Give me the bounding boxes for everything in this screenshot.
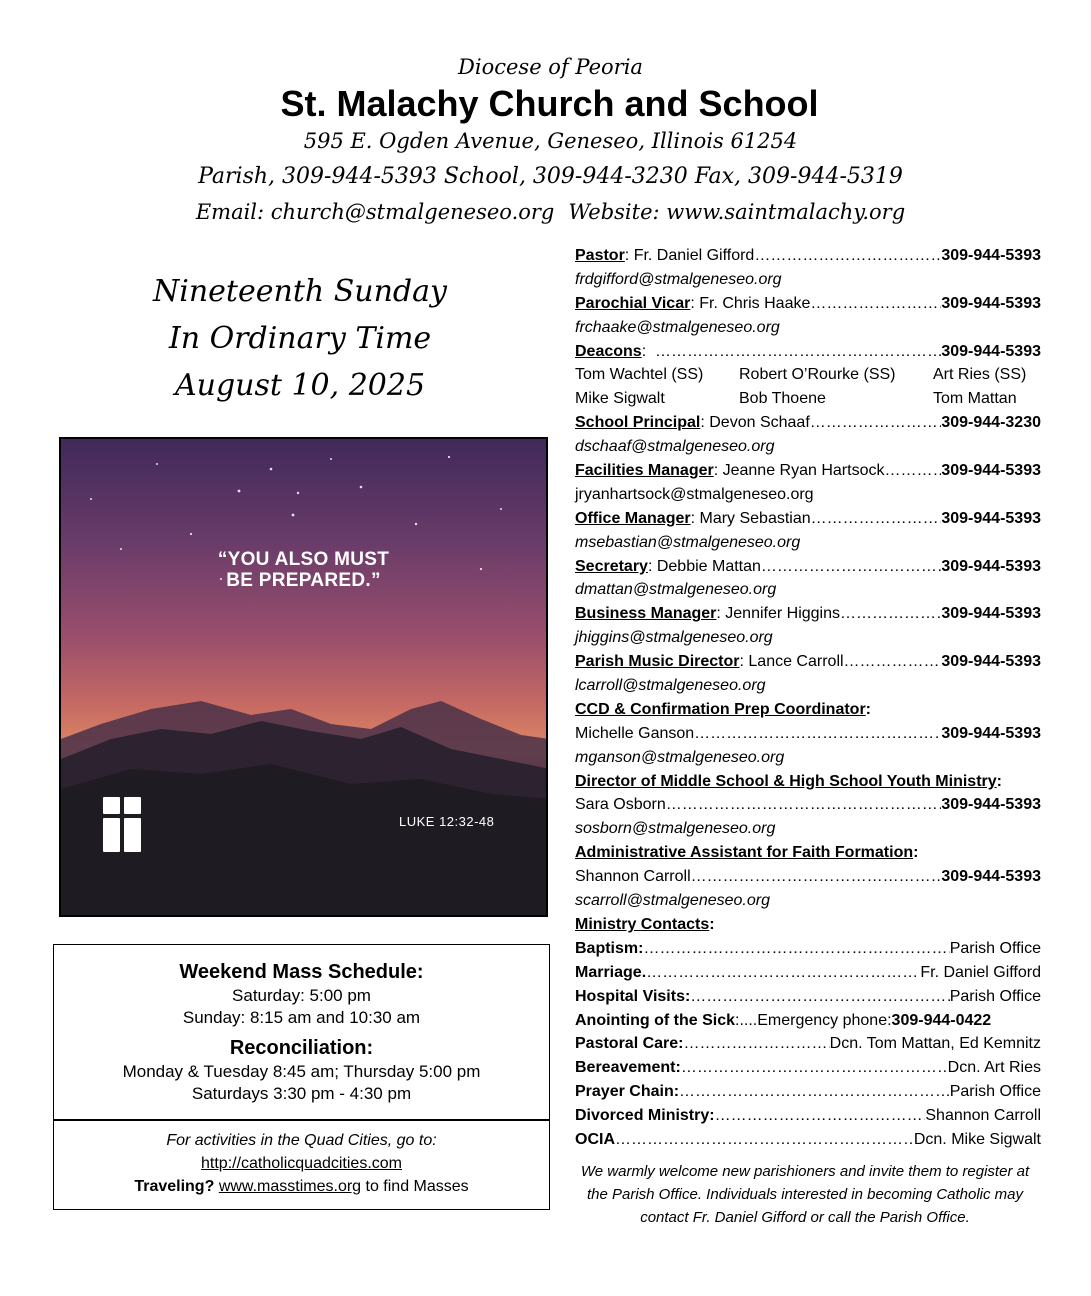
staff-label: Pastor — [575, 247, 625, 264]
staff-phone: 309-944-5393 — [941, 247, 1041, 264]
staff-phone: 309-944-5393 — [941, 509, 1041, 527]
staff-row-ccd — [575, 722, 1041, 746]
staff-phone: 309-944-5393 — [941, 724, 1041, 742]
reconciliation-weekday: Monday & Tuesday 8:45 am; Thursday 5:00 pm — [122, 1062, 481, 1081]
deacon-name: Art Ries (SS) — [933, 366, 1027, 384]
staff-phone: 309-944-5393 — [941, 342, 1041, 360]
ministry-contact: Dcn. Art Ries — [947, 1059, 1041, 1077]
staff-email[interactable]: frchaake@stmalgeneseo.org — [575, 318, 780, 336]
staff-name: : Jennifer Higgins — [716, 605, 841, 623]
staff-name: : Mary Sebastian — [690, 509, 811, 527]
staff-email[interactable]: sosborn@stmalgeneseo.org — [575, 820, 776, 838]
ministry-row — [575, 1032, 1041, 1056]
staff-label: CCD & Confirmation Prep Coordinator — [575, 700, 866, 718]
staff-directory — [575, 244, 1041, 1152]
deacon-name: Tom Wachtel (SS) — [575, 366, 704, 384]
staff-name: : Fr. Chris Haake — [690, 294, 811, 312]
liturgical-day — [60, 268, 540, 409]
staff-phone: 309-944-5393 — [941, 557, 1041, 575]
masstimes-link[interactable]: www.masstimes.org — [218, 1178, 362, 1195]
staff-name: Michelle Ganson — [575, 724, 695, 742]
deacon-name: Mike Sigwalt — [575, 390, 665, 408]
staff-label: Parish Music Director — [575, 653, 740, 671]
ministry-contact: Emergency phone: — [757, 1011, 892, 1029]
staff-row-faith — [575, 865, 1041, 889]
ministry-name: Anointing of the Sick — [575, 1011, 735, 1029]
staff-phone: 309-944-5393 — [941, 462, 1041, 480]
staff-row-music — [575, 650, 1041, 674]
church-address: 595 E. Ogden Avenue, Geneseo, Illinois 61254 — [303, 129, 798, 153]
staff-email[interactable]: lcarroll@stmalgeneseo.org — [575, 677, 766, 695]
deacon-name: Tom Mattan — [933, 390, 1017, 408]
staff-phone: 309-944-5393 — [941, 796, 1041, 814]
staff-label: Office Manager — [575, 509, 691, 527]
contact-line — [10, 194, 1091, 230]
reconciliation-heading: Reconciliation: — [229, 1037, 374, 1059]
staff-name: Sara Osborn — [575, 796, 666, 814]
staff-phone: 309-944-5393 — [941, 605, 1041, 623]
saturday-mass: Saturday: 5:00 pm — [232, 986, 371, 1005]
church-phones: Parish, 309-944-5393 School, 309-944-3230 Fax, 309-944-5319 — [198, 164, 903, 189]
staff-row-ccd-title: CCD & Confirmation Prep Coordinator: — [575, 700, 871, 718]
emergency-phone: 309-944-0422 — [891, 1011, 992, 1029]
liturgical-day-line1: Nineteenth Sunday — [153, 274, 447, 309]
staff-row-faith-title: Administrative Assistant for Faith Formation: — [575, 844, 919, 862]
sunday-mass: Sunday: 8:15 am and 10:30 am — [182, 1008, 421, 1027]
ministry-name: Marriage. — [575, 963, 647, 981]
staff-email[interactable]: mganson@stmalgeneseo.org — [575, 748, 785, 766]
scripture-reference: LUKE 12:32-48 — [399, 814, 495, 829]
staff-label: Parochial Vicar — [575, 294, 691, 312]
staff-label: Director of Middle School & High School Youth Ministry — [575, 772, 997, 790]
ministry-contacts-title: Ministry Contacts: — [575, 915, 715, 933]
reconciliation-saturday: Saturdays 3:30 pm - 4:30 pm — [191, 1084, 412, 1103]
staff-row-secretary — [575, 555, 1041, 579]
staff-name: : Devon Schaaf — [700, 414, 810, 432]
staff-row-youth — [575, 793, 1041, 817]
staff-label: Facilities Manager — [575, 462, 714, 480]
staff-phone: 309-944-5393 — [941, 868, 1041, 886]
ministry-row — [575, 1104, 1041, 1128]
staff-name: : Lance Carroll — [739, 653, 844, 671]
ministry-contact: Shannon Carroll — [925, 1107, 1041, 1125]
staff-email[interactable]: msebastian@stmalgeneseo.org — [575, 533, 801, 551]
ministry-contact: Parish Office — [949, 987, 1041, 1005]
deacons-row-1 — [575, 363, 1041, 387]
catholic-quad-cities-link[interactable]: http://catholicquadcities.com — [201, 1155, 402, 1172]
ministry-row — [575, 1080, 1041, 1104]
mass-schedule-box — [53, 944, 550, 1121]
staff-label: School Principal — [575, 414, 701, 432]
ministry-contact: Dcn. Tom Mattan, Ed Kemnitz — [829, 1035, 1041, 1053]
ministry-name: Bereavement: — [575, 1059, 681, 1077]
night-sky-landscape — [61, 439, 548, 917]
church-name: St. Malachy Church and School — [280, 83, 819, 124]
staff-row-youth-title: Director of Middle School & High School Youth Ministry: — [575, 772, 1002, 790]
traveling-line — [54, 1175, 549, 1198]
ministry-contact: Fr. Daniel Gifford — [920, 963, 1041, 981]
staff-row-business — [575, 602, 1041, 626]
masstimes-suffix: to find Masses — [365, 1178, 469, 1195]
staff-name: : Debbie Mattan — [647, 557, 761, 575]
cover-image — [59, 437, 548, 917]
staff-row-deacons: Deacons: …………………………………………………………………………………………………………………………… 309-944-5393 — [575, 340, 1041, 364]
church-email[interactable]: Email: church@stmalgeneseo.org — [195, 200, 555, 224]
ministry-row — [575, 1128, 1041, 1152]
staff-name: : Jeanne Ryan Hartsock — [713, 462, 885, 480]
ministry-contact: Parish Office — [949, 939, 1041, 957]
staff-label: Business Manager — [575, 605, 717, 623]
staff-email[interactable]: jhiggins@stmalgeneseo.org — [575, 629, 773, 647]
ministry-name: OCIA — [575, 1130, 615, 1148]
welcome-message: We warmly welcome new parishioners and invite them to register at the Parish Office. Individuals interested in becoming Catholic may contact Fr. Daniel Gifford or call the Parish Office. — [580, 1163, 1030, 1226]
bulletin-header — [0, 52, 1091, 230]
church-website[interactable]: Website: www.saintmalachy.org — [568, 200, 906, 224]
ministry-name: Prayer Chain: — [575, 1083, 680, 1101]
ministry-row — [575, 961, 1041, 985]
staff-label: Deacons — [575, 342, 642, 360]
staff-name: Shannon Carroll — [575, 868, 691, 886]
ministry-row: Anointing of the Sick :.... Emergency phone: 309-944-0422 — [575, 1009, 1041, 1033]
ministry-label: Ministry Contacts — [575, 915, 710, 933]
activities-note: For activities in the Quad Cities, go to: — [166, 1132, 437, 1149]
ministry-name: Divorced Ministry: — [575, 1107, 715, 1125]
staff-label: Administrative Assistant for Faith Formation — [575, 844, 914, 862]
staff-label: Secretary — [575, 557, 648, 575]
staff-email[interactable]: scarroll@stmalgeneseo.org — [575, 892, 770, 910]
staff-row-facilities — [575, 459, 1041, 483]
ministry-row — [575, 985, 1041, 1009]
ministry-contact: Dcn. Mike Sigwalt — [913, 1130, 1041, 1148]
staff-email[interactable]: dschaaf@stmalgeneseo.org — [575, 438, 775, 456]
liturgical-day-line2: In Ordinary Time — [168, 321, 432, 356]
staff-row-vicar — [575, 292, 1041, 316]
staff-row-principal — [575, 411, 1041, 435]
links-box — [53, 1119, 550, 1210]
staff-email[interactable]: frdgifford@stmalgeneseo.org — [575, 270, 782, 288]
liturgical-date: August 10, 2025 — [174, 368, 426, 403]
ministry-name: Hospital Visits: — [575, 987, 691, 1005]
ministry-row — [575, 1056, 1041, 1080]
staff-phone: 309-944-3230 — [941, 414, 1041, 432]
ministry-name: Baptism: — [575, 939, 644, 957]
staff-phone: 309-944-5393 — [941, 294, 1041, 312]
traveling-label: Traveling? — [134, 1178, 215, 1195]
deacon-name: Robert O’Rourke (SS) — [739, 366, 896, 384]
ministry-name: Pastoral Care: — [575, 1035, 684, 1053]
staff-name: : Fr. Daniel Gifford — [624, 247, 755, 264]
staff-row-office — [575, 507, 1041, 531]
staff-phone: 309-944-5393 — [941, 653, 1041, 671]
ministry-contact: Parish Office — [949, 1083, 1041, 1101]
deacon-name: Bob Thoene — [739, 390, 826, 408]
staff-email[interactable]: jryanhartsock@stmalgeneseo.org — [575, 485, 814, 503]
deacons-row-2 — [575, 387, 1041, 411]
ministry-row — [575, 937, 1041, 961]
staff-row-pastor — [575, 244, 1041, 268]
mass-schedule-heading: Weekend Mass Schedule: — [179, 961, 424, 983]
staff-email[interactable]: dmattan@stmalgeneseo.org — [575, 581, 777, 599]
cover-quote: “YOU ALSO MUST BE PREPARED.” — [217, 549, 390, 591]
diocese-name: Diocese of Peoria — [458, 55, 643, 79]
